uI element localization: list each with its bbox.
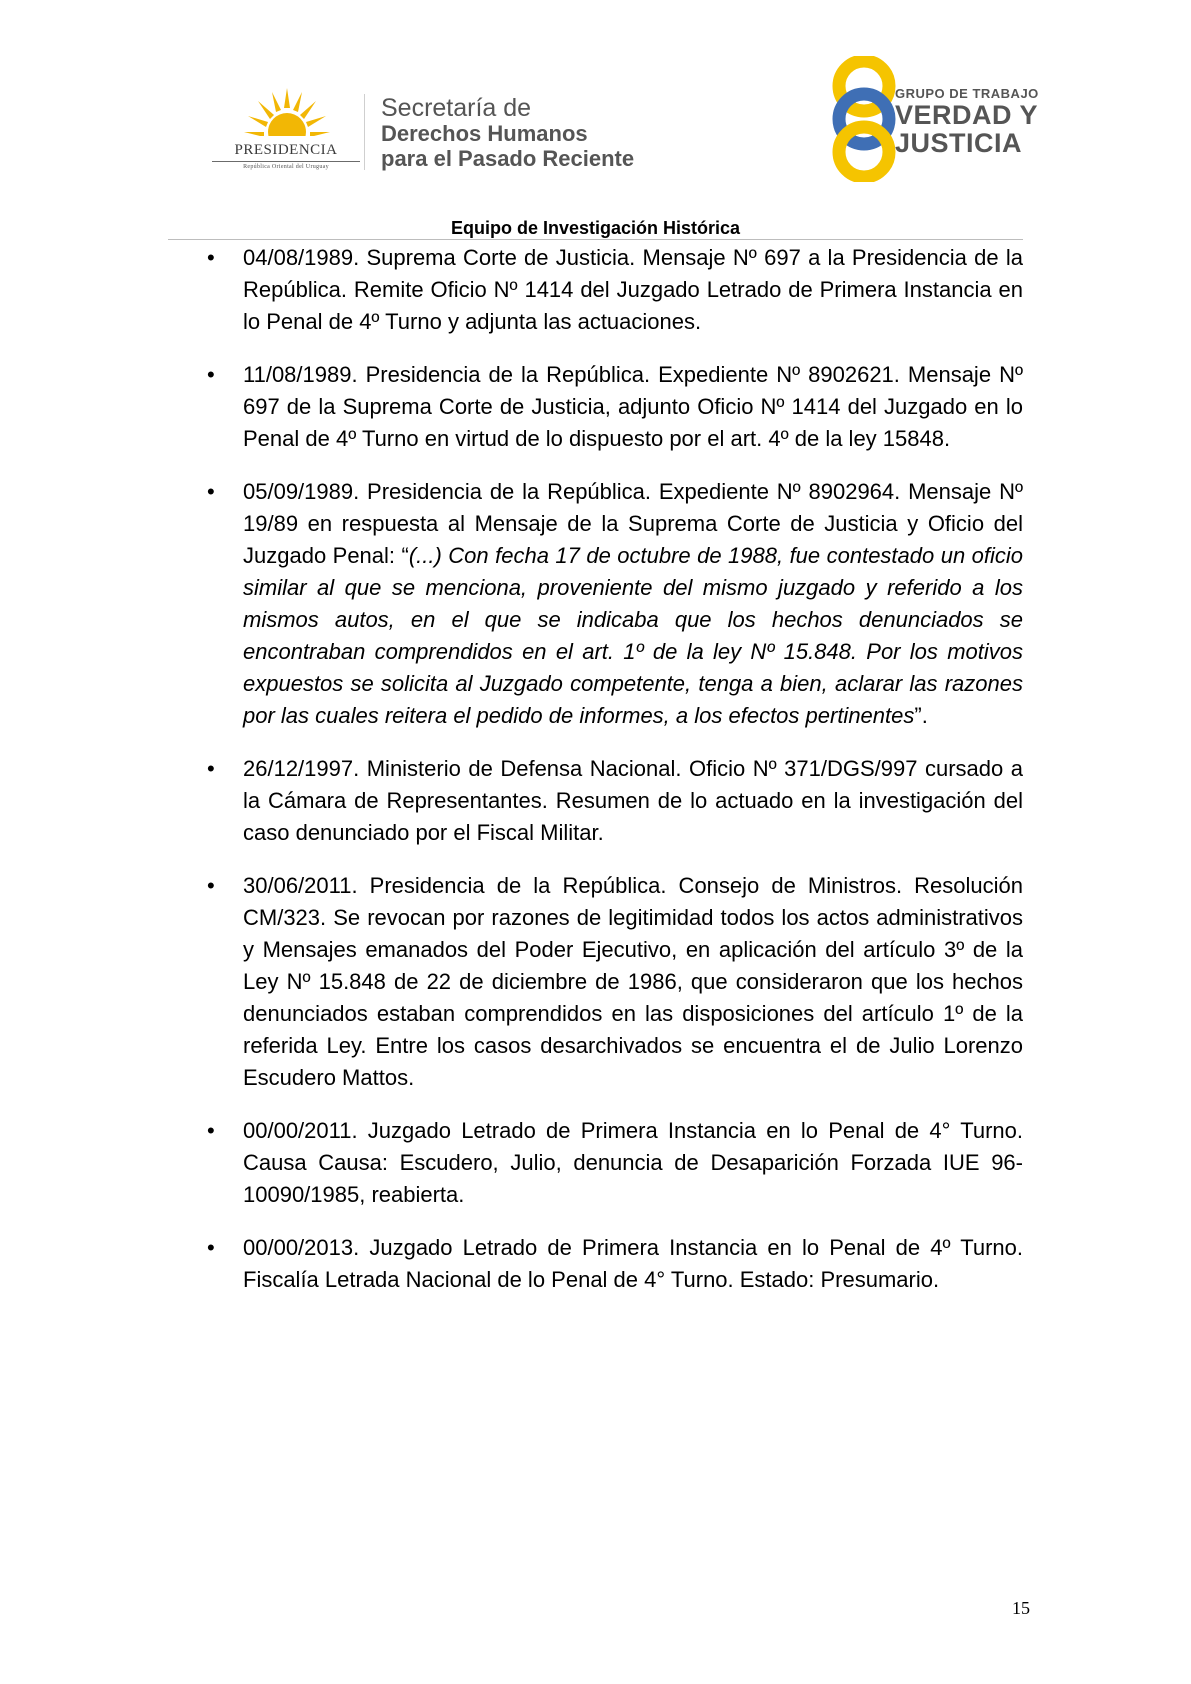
list-item [207,242,1023,338]
entry-text-before-quote: 05/09/1989. Presidencia de la República. Expediente Nº 8902964. Mensaje Nº 19/89 en respuesta al Mensaje de la Suprema Corte de Justicia y Oficio del Juzgado Penal: “ [243,479,1023,568]
secretaria-line-1: Secretaría de [381,94,532,122]
list-item [207,359,1023,455]
entry-text: 26/12/1997. Ministerio de Defensa Nacional. Oficio Nº 371/DGS/997 cursado a la Cámara de Representantes. Resumen de lo actuado en la investigación del caso denunciado por el Fiscal Militar. [243,756,1023,845]
secretaria-line-2: Derechos Humanos [381,121,588,146]
grupo-line-2: VERDAD Y [895,100,1039,130]
secretaria-line-3: para el Pasado Reciente [381,146,635,171]
header-rule [168,239,1023,240]
entry-text: 04/08/1989. Suprema Corte de Justicia. Mensaje Nº 697 a la Presidencia de la República. Remite Oficio Nº 1414 del Juzgado Letrado de Primera Instancia en lo Penal de 4º Turno y adjunta las actuaciones. [243,245,1023,334]
quoted-text: (...) Con fecha 17 de octubre de 1988, fue contestado un oficio similar al que se menciona, proveniente del mismo juzgado y referido a los mismos autos, en el que se indicaba que los hechos denunciados se encontraban comprendidos en el art. 1º de la ley Nº 15.848. Por los motivos expuestos se solicita al Juzgado competente, tenga a bien, aclarar las razones por las cuales reitera el pedido de informes, a los efectos pertinentes [243,543,1024,728]
entry-text-with-quote [243,476,1023,732]
list-item [207,1115,1023,1211]
entry-text: 00/00/2013. Juzgado Letrado de Primera Instancia en lo Penal de 4º Turno. Fiscalía Letrada Nacional de lo Penal de 4° Turno. Estado: Presumario. [243,1235,1023,1292]
grupo-line-3: JUSTICIA [895,128,1023,158]
entry-text: 11/08/1989. Presidencia de la República. Expediente Nº 8902621. Mensaje Nº 697 de la Suprema Corte de Justicia, adjunto Oficio Nº 1414 del Juzgado en lo Penal de 4º Turno en virtud de lo dispuesto por el art. 4º de la ley 15848. [243,362,1023,451]
header-separator [364,94,365,170]
grupo-line-1: GRUPO DE TRABAJO [895,86,1039,101]
presidencia-logo [212,86,360,172]
sun-icon [242,86,332,144]
bullet-icon: • [207,873,215,898]
entry-text: 30/06/2011. Presidencia de la República. Consejo de Ministros. Resolución CM/323. Se revocan por razones de legitimidad todos los actos administrativos y Mensajes emanados del Poder Ejecutivo, en aplicación del artículo 3º de la Ley Nº 15.848 de 22 de diciembre de 1986, que consideraron que los hechos denunciados estaban comprendidos en las disposiciones del artículo 1º de la referida Ley. Entre los casos desarchivados se encuentra el de Julio Lorenzo Escudero Mattos. [243,873,1023,1090]
list-item [207,476,1023,732]
secretaria-wordmark [381,96,711,171]
bullet-icon: • [207,362,215,387]
entry-text-after-quote: ”. [914,703,928,728]
page-number: 15 [1012,1598,1030,1618]
bullet-icon: • [207,1235,215,1260]
bullet-icon: • [207,756,215,781]
bullet-icon: • [207,245,215,270]
bullet-icon: • [207,1118,215,1143]
team-title: Equipo de Investigación Histórica [450,218,741,238]
presidencia-divider [212,161,360,162]
list-item [207,753,1023,849]
verdad-justicia-wordmark [895,86,1065,157]
list-item [207,870,1023,1094]
bullet-icon: • [207,479,215,504]
page-header [0,0,1191,240]
presidencia-wordmark: PRESIDENCIA [234,142,338,158]
chronology-list [207,242,1023,1317]
list-item [207,1232,1023,1296]
entry-text: 00/00/2011. Juzgado Letrado de Primera Instancia en lo Penal de 4° Turno. Causa Causa: Escudero, Julio, denuncia de Desaparición Forzada IUE 96-10090/1985, reabierta. [243,1118,1023,1207]
presidencia-subtitle: República Oriental del Uruguay [243,164,329,170]
